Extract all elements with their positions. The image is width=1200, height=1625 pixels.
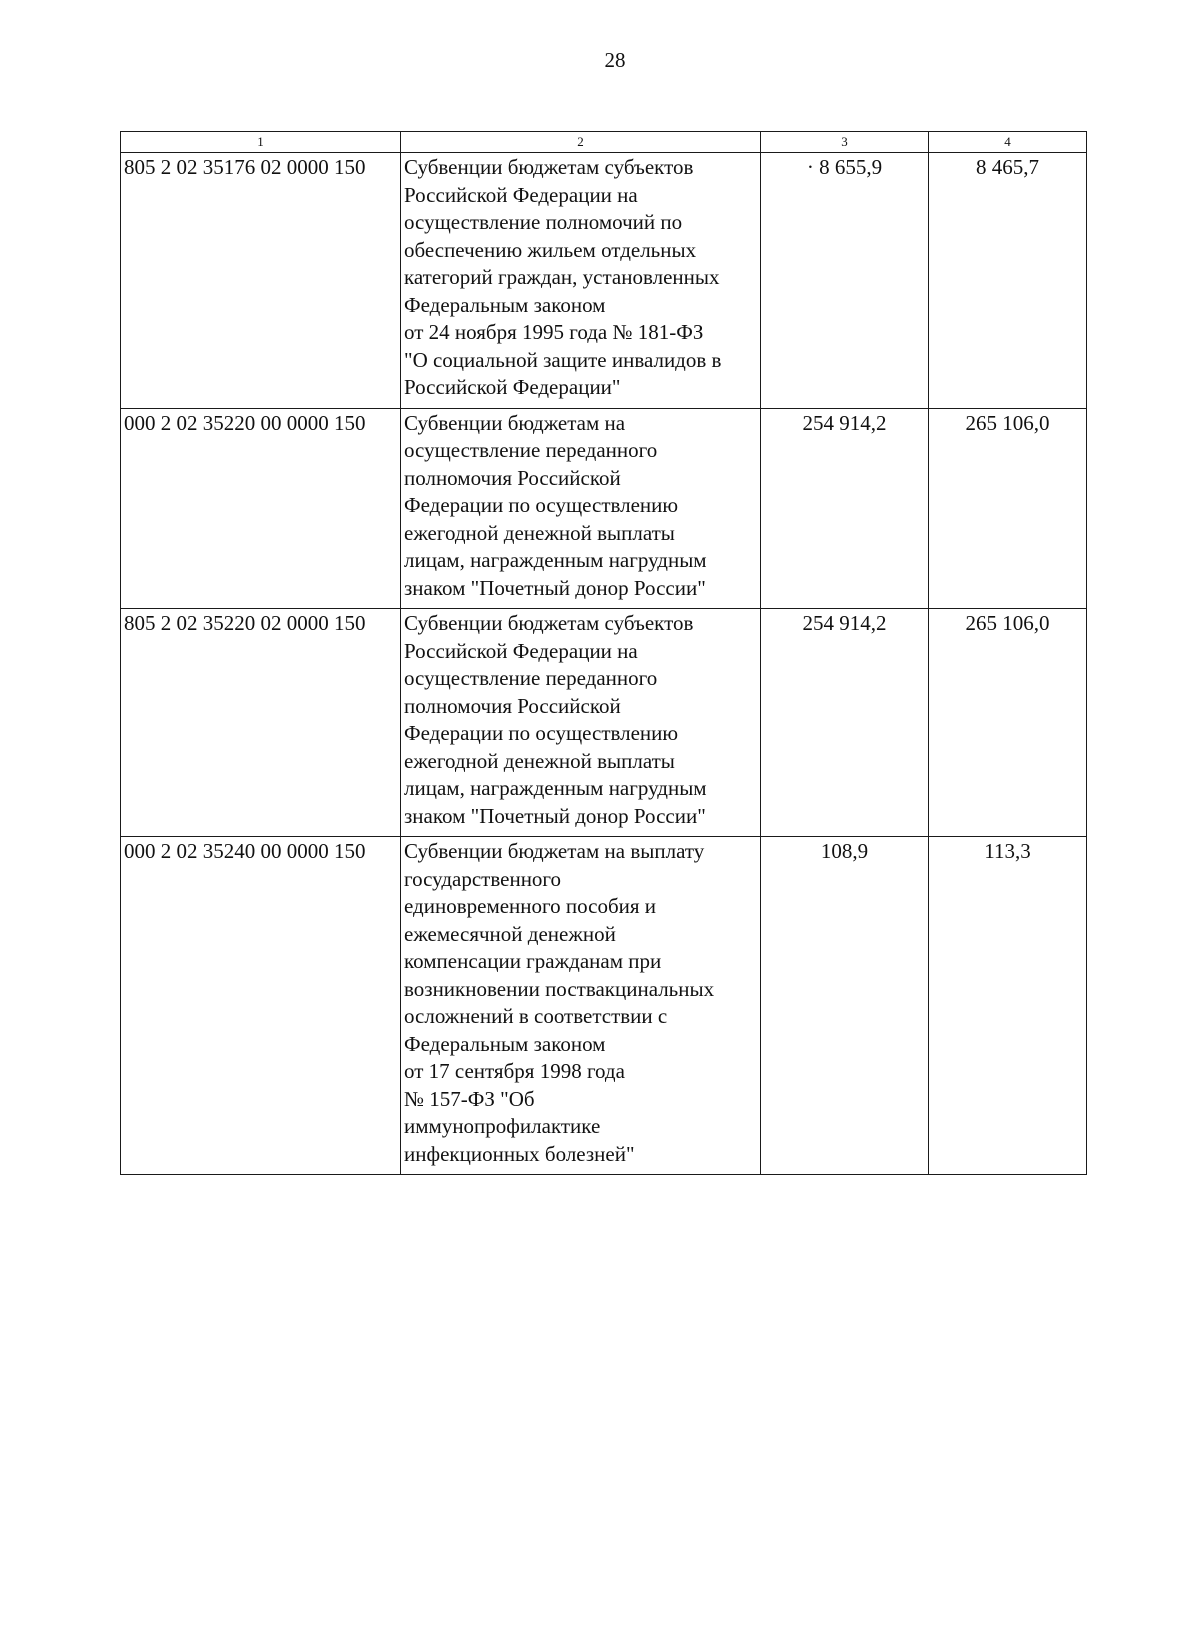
description-line: Федерации по осуществлению [404,493,679,517]
header-col-2: 2 [401,132,761,153]
budget-code-cell: 000 2 02 35220 00 0000 150 [121,408,401,609]
description-line: Федеральным законом [404,1031,606,1056]
page-number: 28 [604,48,626,72]
amount-col4-cell: 265 106,0 [929,408,1087,609]
description-line: № 157-ФЗ "Об [404,1086,535,1111]
description-line: знаком "Почетный донор России" [404,803,706,828]
description-line: Российской Федерации на [404,182,638,207]
description-line: Федерации по осуществлению [404,721,679,745]
description-line: осуществление полномочий по [404,210,683,234]
amount-col4-cell: 265 106,0 [929,609,1087,837]
amount-col4-cell: 113,3 [929,837,1087,1175]
description-line: обеспечению жильем отдельных [404,237,697,262]
description-line: осуществление переданного [404,438,658,462]
description-line: компенсации гражданам при [404,949,662,973]
description-line: ежегодной денежной выплаты [404,520,675,545]
description-cell [401,609,761,837]
header-col-1: 1 [121,132,401,153]
description-line: Федеральным законом [404,292,606,317]
table-row [121,408,1087,609]
description-line: полномочия Российской [404,693,621,718]
table-body [121,153,1087,1175]
description-line: ежегодной денежной выплаты [404,748,675,773]
description-line: ежемесячной денежной [404,921,616,946]
description-line: от 24 ноября 1995 года № 181-ФЗ [404,320,704,344]
description-line: Российской Федерации" [404,375,621,399]
description-line: Субвенции бюджетам субъектов [404,611,694,635]
description-line: категорий граждан, установленных [404,265,720,289]
description-line: Российской Федерации на [404,638,638,663]
amount-col3-cell: 108,9 [761,837,929,1175]
table-row [121,153,1087,409]
description-line: осложнений в соответствии с [404,1004,668,1028]
budget-code-cell: 805 2 02 35220 02 0000 150 [121,609,401,837]
description-line: лицам, награжденным нагрудным [404,776,707,800]
table-row [121,609,1087,837]
description-line: единовременного пособия и [404,894,657,918]
description-line: государственного [404,866,562,891]
description-line: знаком "Почетный донор России" [404,575,706,600]
table-header [121,132,1087,153]
budget-code-cell: 000 2 02 35240 00 0000 150 [121,837,401,1175]
description-line: Субвенции бюджетам субъектов [404,155,694,179]
description-line: осуществление переданного [404,666,658,690]
description-cell [401,837,761,1175]
budget-code-cell: 805 2 02 35176 02 0000 150 [121,153,401,409]
header-col-4: 4 [929,132,1087,153]
description-cell [401,408,761,609]
description-line: иммунопрофилактике [404,1114,601,1138]
amount-col3-cell: 254 914,2 [761,408,929,609]
description-line: возникновении поствакцинальных [404,976,715,1001]
description-cell [401,153,761,409]
budget-table [120,131,1087,1175]
table-row [121,837,1087,1175]
description-line: Субвенции бюджетам на [404,410,626,435]
description-line: лицам, награжденным нагрудным [404,548,707,572]
amount-col3-cell: · 8 655,9 [761,153,929,409]
header-col-3: 3 [761,132,929,153]
description-line: от 17 сентября 1998 года [404,1059,625,1083]
description-line: Субвенции бюджетам на выплату [404,839,705,863]
description-line: полномочия Российской [404,465,621,490]
amount-col3-cell: 254 914,2 [761,609,929,837]
header-row [121,132,1087,153]
amount-col4-cell: 8 465,7 [929,153,1087,409]
description-line: инфекционных болезней" [404,1141,635,1166]
description-line: "О социальной защите инвалидов в [404,347,722,372]
